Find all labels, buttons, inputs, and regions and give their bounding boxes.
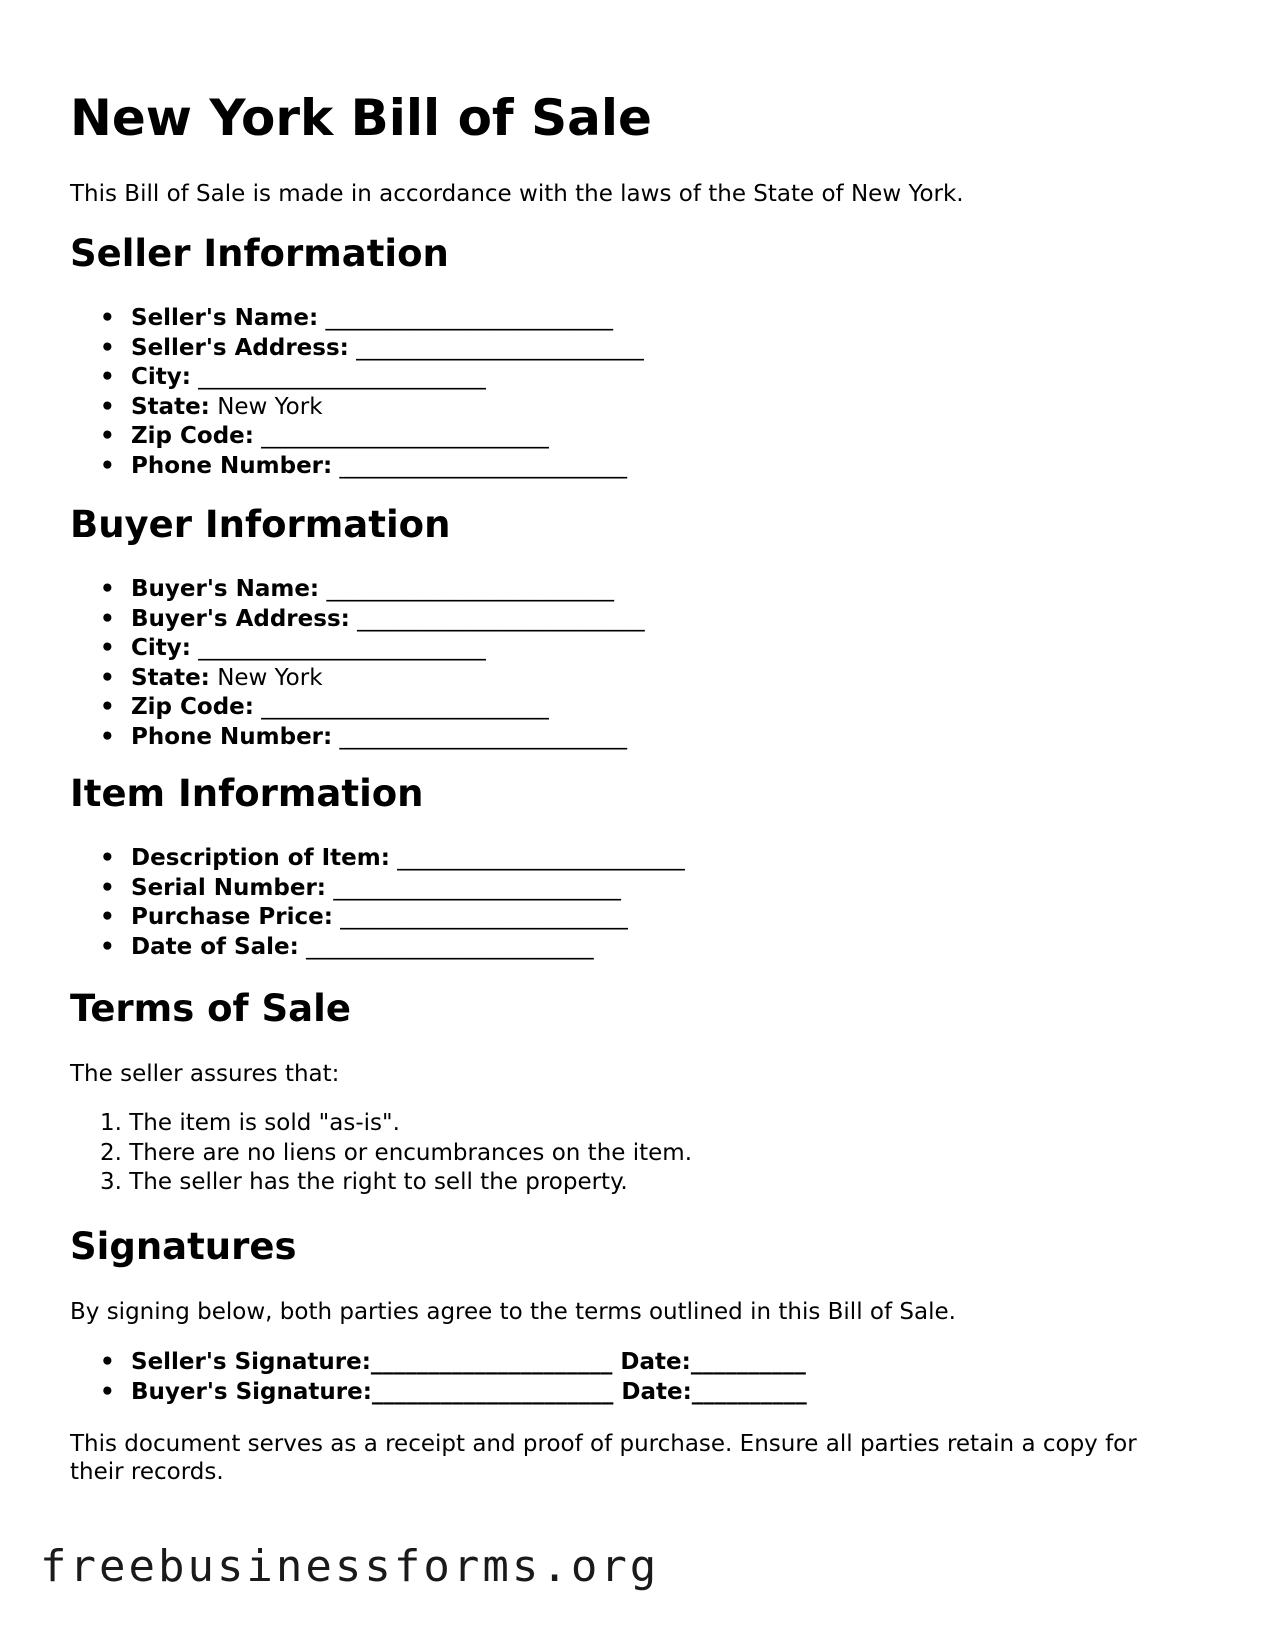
buyer-signature-line[interactable]: Buyer's Signature:_____________________ Date:__________ [131, 1378, 807, 1405]
signatures-intro: By signing below, both parties agree to the terms outlined in this Bill of Sale. [70, 1299, 956, 1325]
list-item: • Zip Code: _________________________ [100, 422, 644, 452]
item-fields [100, 844, 685, 962]
list-item: • Buyer's Address: _________________________ [100, 605, 645, 635]
signatures-heading: Signatures [70, 1225, 297, 1268]
signature-lines [100, 1348, 807, 1407]
list-item: • Buyer's Name: _________________________ [100, 575, 645, 605]
list-item [100, 1378, 807, 1408]
list-item: • Purchase Price: _________________________ [100, 903, 685, 933]
buyer-heading: Buyer Information [70, 503, 451, 546]
list-item: • Date of Sale: _________________________ [100, 933, 685, 963]
list-item: • State: New York [100, 393, 644, 423]
list-item: • Zip Code: _________________________ [100, 693, 645, 723]
list-item: • Seller's Address: _________________________ [100, 334, 644, 364]
list-item: • Description of Item: _________________________ [100, 844, 685, 874]
list-item: • City: _________________________ [100, 634, 645, 664]
buyer-fields [100, 575, 645, 752]
list-item: • Serial Number: _________________________ [100, 874, 685, 904]
list-item: • Phone Number: _________________________ [100, 723, 645, 753]
seller-signature-line[interactable]: Seller's Signature:_____________________ Date:__________ [131, 1349, 806, 1375]
list-item: • Phone Number: _________________________ [100, 452, 644, 482]
list-item: • Seller's Name: _________________________ [100, 304, 644, 334]
list-item [100, 1348, 807, 1378]
terms-heading: Terms of Sale [70, 987, 351, 1030]
seller-fields [100, 304, 644, 481]
list-item: 2. There are no liens or encumbrances on the item. [100, 1139, 693, 1166]
seller-heading: Seller Information [70, 232, 449, 275]
item-heading: Item Information [70, 772, 424, 815]
terms-list [100, 1109, 692, 1198]
watermark: freebusinessforms.org [40, 1541, 660, 1592]
list-item: 1. The item is sold "as-is". [100, 1110, 400, 1136]
list-item: 3. The seller has the right to sell the property. [100, 1169, 628, 1195]
list-item: • State: New York [100, 664, 645, 694]
intro-text: This Bill of Sale is made in accordance with the laws of the State of New York. [70, 181, 964, 207]
list-item: • City: _________________________ [100, 363, 644, 393]
page-title: New York Bill of Sale [70, 89, 652, 147]
footer-text: This document serves as a receipt and proof of purchase. Ensure all parties retain a copy for their records. [70, 1431, 1137, 1485]
terms-intro: The seller assures that: [70, 1061, 340, 1087]
